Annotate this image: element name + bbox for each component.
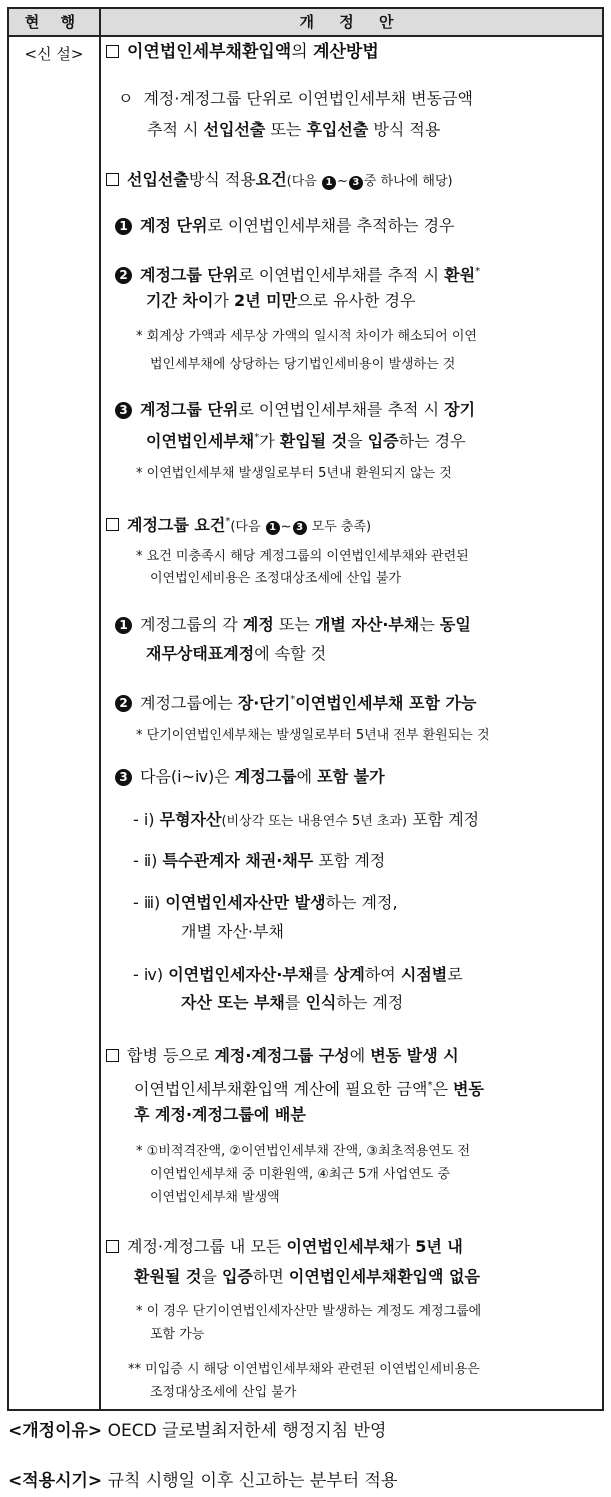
section-2-item-1: 1 계정 단위로 이연법인세부채를 추적하는 경우 [115,216,455,236]
section-3-note-line2: 이연법인세비용은 조정대상조세에 산입 불가 [150,571,401,586]
section-4-line2: 이연법인세부채환입액 계산에 필요한 금액*은 변동 [134,1079,484,1099]
revision-reason-text: OECD 글로벌최저한세 행정지침 반영 [102,1421,387,1441]
section-3-item-1-line2: 재무상태표계정에 속할 것 [146,644,327,663]
header-current: 현 행 [9,9,101,35]
circled-number-icon: 3 [115,402,132,419]
circled-number-icon: 1 [115,617,132,634]
section-4-note-line1: * ①비적격잔액, ②이연법인세부채 잔액, ③최초적용연도 전 [136,1144,471,1159]
section-3-exclusion-4-line2: 자산 또는 부채를 인식하는 계정 [181,993,404,1012]
circled-number-icon: 3 [115,769,132,786]
section-3-exclusion-4-line1: - ⅳ) 이연법인세자산·부채를 상계하여 시점별로 [133,965,463,984]
table-header [9,9,602,37]
revision-reason-label: <개정이유> [8,1421,103,1441]
section-2-item-3-line2: 이연법인세부채*가 환입될 것을 입증하는 경우 [146,431,466,451]
section-3-item-2-note: * 단기이연법인세부채는 발생일로부터 5년내 전부 환원되는 것 [136,728,490,743]
checkbox-square-icon [106,1049,119,1062]
section-4-note-line2: 이연법인세부채 중 미환원액, ④최근 5개 사업연도 중 [150,1167,451,1182]
section-4-line1: 합병 등으로 계정·계정그룹 구성에 변동 발생 시 [106,1046,459,1066]
section-3-item-2: 2 계정그룹에는 장·단기*이연법인세부채 포함 가능 [115,690,476,713]
section-1-para-line1: ㅇ 계정·계정그룹 단위로 이연법인세부채 변동금액 [118,89,473,108]
effective-date [8,1466,397,1491]
section-4-note-line3: 이연법인세부채 발생액 [150,1190,280,1205]
circled-number-3-icon: 3 [349,176,363,190]
effective-date-text: 규칙 시행일 이후 신고하는 분부터 적용 [102,1471,398,1491]
section-2-item-2-line1: 2 계정그룹 단위로 이연법인세부채를 추적 시 환원* [115,262,480,285]
section-5-line1: 계정·계정그룹 내 모든 이연법인세부채가 5년 내 [106,1237,463,1257]
circled-number-1-icon: 1 [322,176,336,190]
circled-number-icon: 2 [115,267,132,284]
section-1-para-line2: 추적 시 선입선출 또는 후입선출 방식 적용 [147,120,441,139]
header-proposal: 개 정 안 [299,13,404,31]
section-3-item-1-line1: 1 계정그룹의 각 계정 또는 개별 자산·부채는 동일 [115,615,471,635]
section-5-note2-line1: ** 미입증 시 해당 이연법인세부채와 관련된 이연법인세비용은 [128,1362,480,1377]
current-new-label: <신 설> [24,45,84,63]
section-3-exclusion-3-line1: - ⅲ) 이연법인세자산만 발생하는 계정, [133,893,398,912]
checkbox-square-icon [106,173,119,186]
checkbox-square-icon [106,45,119,58]
section-5-note2-line2: 조정대상조세에 산입 불가 [150,1385,297,1400]
section-5-note1-line1: * 이 경우 단기이연법인세자산만 발생하는 계정도 계정그룹에 [136,1304,482,1319]
circled-number-icon: 1 [115,218,132,235]
section-2-item-2-line2: 기간 차이가 2년 미만으로 유사한 경우 [146,291,416,310]
section-2-item-2-note-line2: 법인세부채에 상당하는 당기법인세비용이 발생하는 것 [150,357,456,372]
section-3-exclusion-3-line2: 개별 자산·부채 [181,922,284,941]
checkbox-square-icon [106,518,119,531]
effective-date-label: <적용시기> [8,1471,103,1491]
section-3-item-3: 3 다음(ⅰ~ⅳ)은 계정그룹에 포함 불가 [115,767,385,787]
circled-number-icon: 2 [115,695,132,712]
section-5-line2: 환원될 것을 입증하면 이연법인세부채환입액 없음 [134,1267,480,1286]
section-2-title: 선입선출방식 적용요건(다음 1 ~ 3 중 하나에 해당) [106,170,453,192]
circled-number-3-icon: 3 [293,521,307,535]
section-4-line3: 후 계정·계정그룹에 배분 [134,1105,306,1124]
revision-reason [8,1416,386,1441]
section-3-title: 계정그룹 요건*(다음 1 ~ 3 모두 충족) [106,512,371,537]
section-2-item-2-note-line1: * 회계상 가액과 세무상 가액의 일시적 차이가 해소되어 이연 [136,329,477,344]
section-3-exclusion-2: - ⅱ) 특수관계자 채권·채무 포함 계정 [133,851,386,870]
section-2-item-3-note: * 이연법인세부채 발생일로부터 5년내 환원되지 않는 것 [136,466,452,481]
section-3-exclusion-1: - ⅰ) 무형자산(비상각 또는 내용연수 5년 초과) 포함 계정 [133,810,480,829]
section-1-title: 이연법인세부채환입액의 계산방법 [106,42,379,62]
section-2-item-3-line1: 3 계정그룹 단위로 이연법인세부채를 추적 시 장기 [115,400,475,420]
section-3-note-line1: * 요건 미충족시 해당 계정그룹의 이연법인세부채와 관련된 [136,549,469,564]
column-divider [99,37,101,1409]
circled-number-1-icon: 1 [266,521,280,535]
checkbox-square-icon [106,1240,119,1253]
section-5-note1-line2: 포함 가능 [150,1327,205,1342]
